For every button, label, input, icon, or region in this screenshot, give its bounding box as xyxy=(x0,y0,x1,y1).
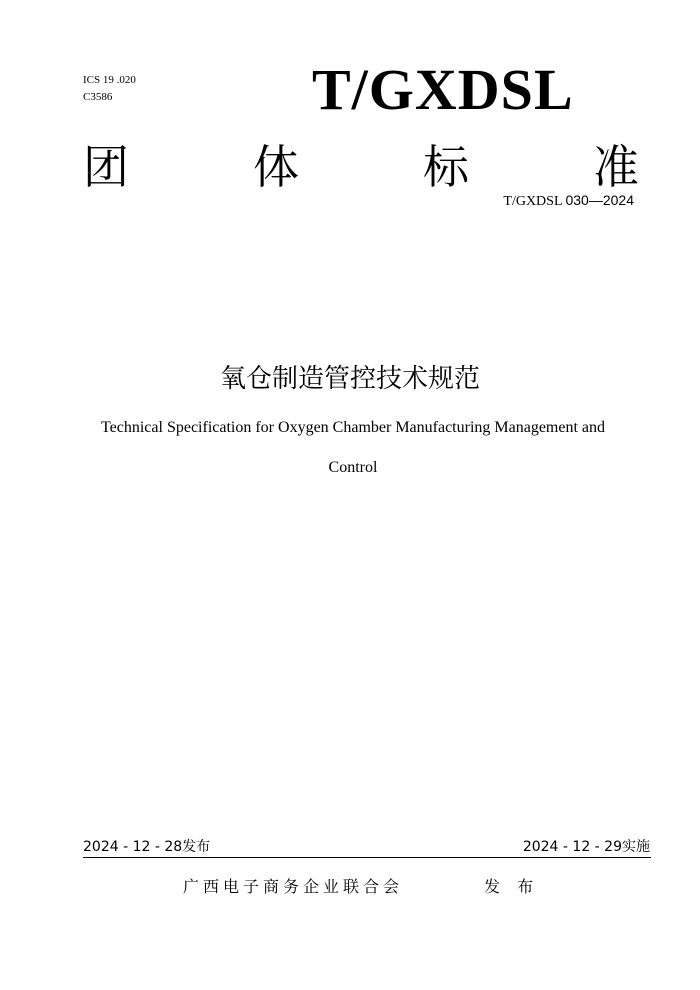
ics-code: ICS 19 .020 xyxy=(83,74,136,86)
document-title-chinese: 氧仓制造管控技术规范 xyxy=(219,364,480,394)
publisher-name: 广西电子商务企业联合会 xyxy=(183,877,404,896)
issue-label: 发 布 xyxy=(484,877,540,896)
implement-label: 实施 xyxy=(622,839,650,855)
publish-date-block xyxy=(83,838,210,856)
standard-number-prefix: T/GXDSL xyxy=(503,194,562,209)
standard-number xyxy=(503,191,634,211)
standard-type-char: 准 xyxy=(593,140,639,194)
ccs-code: C3586 xyxy=(83,91,113,103)
document-title-english xyxy=(60,408,646,488)
standard-type-char: 体 xyxy=(253,140,299,194)
footer-divider xyxy=(83,857,651,858)
standard-brand: T/GXDSL xyxy=(312,57,574,122)
implement-date: 2024 - 12 - 29 xyxy=(522,839,622,855)
standard-type-heading xyxy=(83,138,639,196)
implement-date-block xyxy=(523,838,650,856)
publish-date: 2024 - 12 - 28 xyxy=(83,839,183,855)
standard-type-char: 标 xyxy=(423,140,469,194)
english-title-line: Technical Specification for Oxygen Chamber Manufacturing Management and xyxy=(100,419,606,436)
english-title-line: Control xyxy=(328,459,378,476)
classification-codes xyxy=(83,72,136,106)
publish-label: 发布 xyxy=(182,839,211,855)
standard-type-char: 团 xyxy=(83,140,129,194)
standard-number-value: 030—2024 xyxy=(565,192,634,208)
